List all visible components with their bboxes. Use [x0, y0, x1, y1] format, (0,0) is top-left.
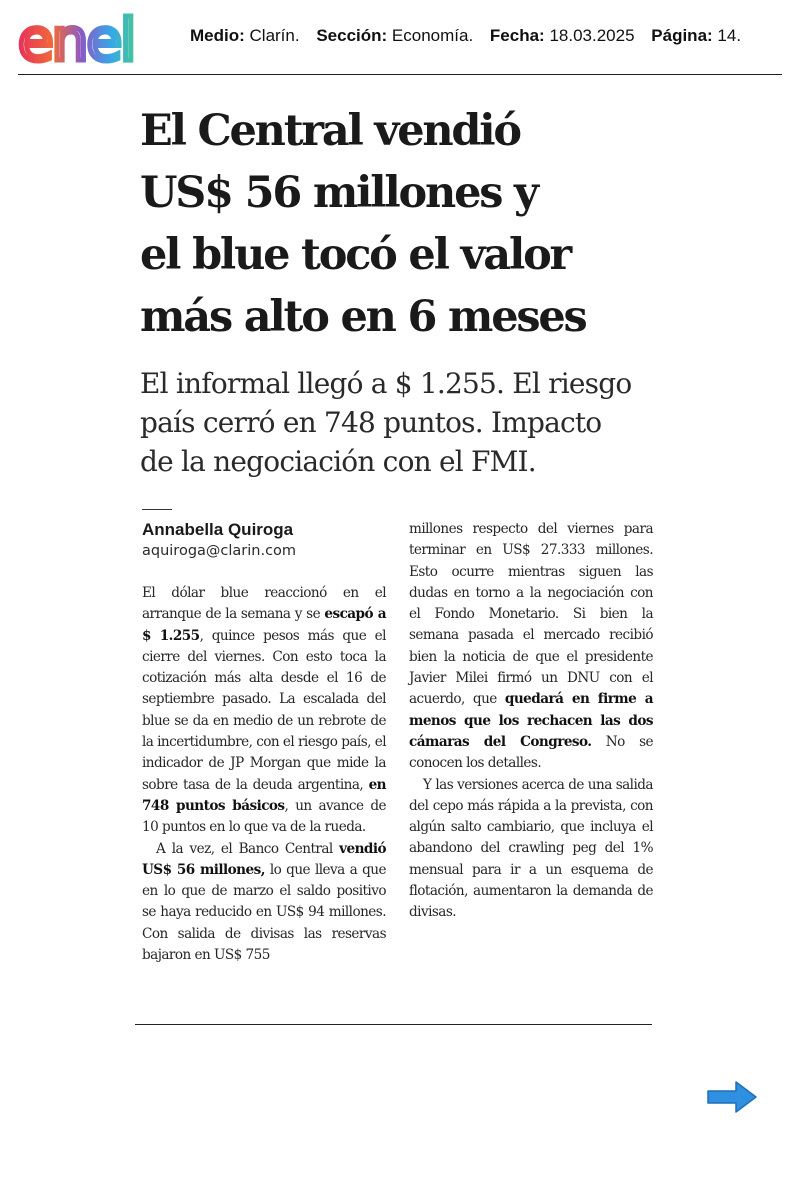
text-run: millones respecto del viernes para terminar en US$ 27.333 millones. Esto ocurre mientras siguen las dudas en torno a la negociación con el Fondo Monetario. Si bien la semana pasada el mercado recibió bien la noticia de que el presidente Javier Milei firmó un DNU con el acuerdo, que — [409, 521, 653, 708]
paragraph — [142, 839, 386, 967]
bold-run: vendió US$ 56 millones, — [142, 840, 386, 878]
text-run: A la vez, el Banco Central — [156, 840, 340, 857]
enel-logo — [18, 8, 170, 68]
fecha-value: 18.03.2025 — [549, 26, 635, 45]
headline-line: US$ 56 millones y — [140, 168, 537, 218]
seccion-label: Sección: — [316, 26, 388, 45]
author-email: aquiroga@clarin.com — [142, 543, 297, 559]
paragraph: Y las versiones acerca de una salida del cepo más rápida a la prevista, con algún salto cambiario, que incluya el abandono del crawling peg del 1% mensual para ir a un esquema de flotación, aumentaron la demanda de divisas. — [409, 776, 653, 921]
byline-divider — [142, 509, 172, 510]
paragraph — [409, 519, 653, 775]
paragraph — [142, 583, 386, 839]
text-run: No se conocen los detalles. — [409, 733, 653, 772]
bold-run: quedará en firme a menos que los rechacen las dos cámaras del Congreso. — [409, 691, 654, 750]
svg-text:enel: enel — [18, 8, 135, 68]
subhead-line: país cerró en 748 puntos. Impacto — [140, 406, 602, 439]
headline-line: el blue tocó el valor — [140, 230, 571, 280]
bold-run: en 748 puntos básicos — [142, 776, 386, 814]
clipping-meta — [190, 26, 741, 46]
subhead-line: El informal llegó a $ 1.255. El riesgo — [140, 367, 632, 400]
text-run: , quince pesos más que el cierre del viernes. Con esto toca la cotización más alta desde el 16 de septiembre pasado. La escalada del blue se da en medio de un rebrote de la incertidumbre, con el riesgo país, el indicador de JP Morgan que mide la sobre tasa de la deuda argentina, — [142, 627, 386, 793]
headline — [140, 100, 660, 348]
fecha-label: Fecha: — [489, 26, 545, 45]
subhead-line: de la negociación con el FMI. — [140, 445, 536, 478]
author-name: Annabella Quiroga — [142, 520, 294, 539]
article-column-right — [409, 519, 653, 924]
headline-line: más alto en 6 meses — [140, 292, 586, 342]
arrow-right-icon[interactable] — [706, 1080, 758, 1114]
subheadline — [140, 364, 640, 481]
pagina-label: Página: — [651, 26, 713, 45]
article-bottom-divider — [135, 1024, 652, 1025]
text-run: El dólar blue reaccionó en el arranque de la semana y se — [142, 585, 386, 623]
article-column-left — [142, 583, 386, 966]
text-run: lo que lleva a que en lo que de marzo el saldo positivo se haya reducido en US$ 94 millones. Con salida de divisas las reservas bajaron en US$ 755 — [142, 861, 386, 964]
medio-label: Medio: — [190, 26, 245, 45]
medio-value: Clarín. — [249, 26, 300, 45]
bold-run: escapó a $ 1.255 — [142, 606, 386, 644]
text-run: , un avance de 10 puntos en lo que va de la rueda. — [142, 797, 386, 836]
header-divider — [18, 74, 782, 75]
pagina-value: 14. — [717, 26, 742, 45]
seccion-value: Economía. — [391, 26, 474, 45]
headline-line: El Central vendió — [140, 106, 520, 156]
